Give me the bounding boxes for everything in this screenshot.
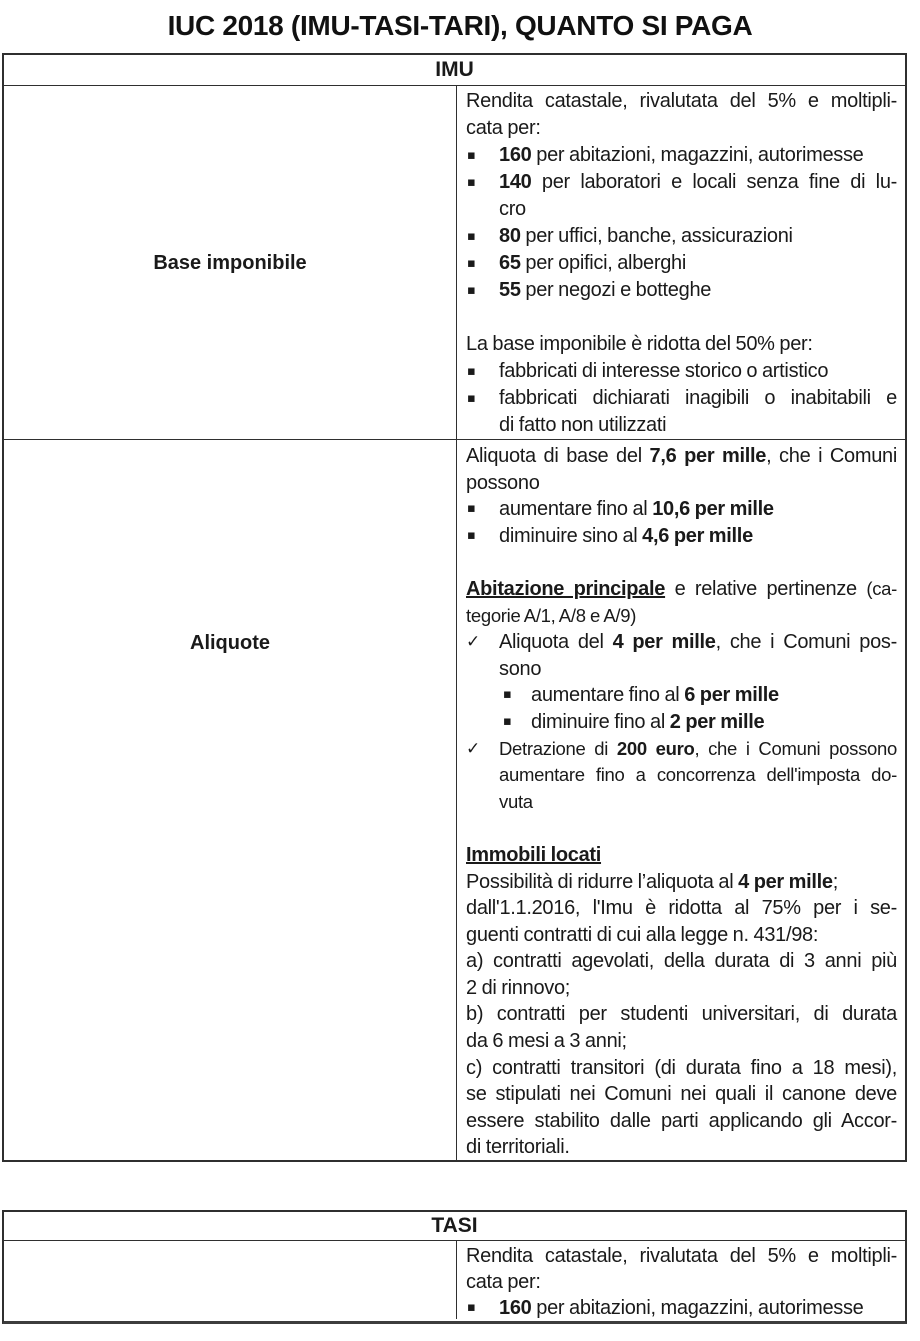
text-segment: per negozi e botteghe bbox=[520, 279, 712, 301]
text-segment: diminuire fino al bbox=[531, 710, 670, 733]
text-segment: vuta bbox=[499, 790, 533, 812]
square-bullet-icon: ▪ bbox=[467, 1300, 476, 1315]
check-icon: ✓ bbox=[466, 738, 481, 759]
row-label: Aliquote bbox=[190, 632, 270, 654]
text-line bbox=[466, 948, 897, 975]
text-segment: 6 per mille bbox=[684, 684, 779, 707]
text-line bbox=[466, 1295, 897, 1319]
text-segment: b) contratti per studenti universitari, di durata bbox=[466, 1003, 897, 1026]
text-segment: da 6 mesi a 3 anni; bbox=[466, 1030, 627, 1053]
text-segment: per laboratori e locali senza fine di lu- bbox=[531, 171, 897, 193]
text-segment: Possibilità di ridurre l’aliquota al bbox=[466, 870, 739, 893]
text-segment: per uffici, banche, assicurazioni bbox=[520, 225, 793, 247]
text-line bbox=[466, 115, 897, 142]
table-row bbox=[4, 1241, 905, 1319]
text-segment: 55 bbox=[499, 279, 521, 301]
text-segment: 65 bbox=[499, 252, 521, 274]
text-line bbox=[466, 277, 897, 304]
text-segment: 4 per mille bbox=[612, 631, 716, 654]
blank-line bbox=[466, 815, 897, 842]
text-segment: se stipulati nei Comuni nei quali il canone deve bbox=[466, 1083, 897, 1106]
text-segment: 160 bbox=[499, 144, 532, 166]
text-segment: ; bbox=[832, 870, 839, 893]
text-segment: tegorie A/1, A/8 e A/9) bbox=[466, 604, 637, 626]
square-bullet-icon: ▪ bbox=[467, 175, 476, 190]
text-segment: 4 per mille bbox=[738, 870, 833, 893]
text-line bbox=[466, 736, 897, 763]
text-segment: (ca- bbox=[866, 577, 897, 599]
blank-line bbox=[466, 549, 897, 576]
text-line bbox=[466, 842, 897, 869]
text-line bbox=[466, 1108, 897, 1135]
text-segment: 10,6 per mille bbox=[652, 498, 774, 521]
text-segment: aumentare fino al bbox=[499, 498, 653, 521]
text-segment: Immobili locati bbox=[466, 843, 602, 866]
square-bullet-icon: ▪ bbox=[467, 527, 476, 543]
text-line bbox=[466, 1028, 897, 1055]
text-line bbox=[466, 629, 897, 656]
table-row bbox=[4, 86, 905, 439]
text-line bbox=[466, 88, 897, 115]
text-segment: essere stabilito dalle parti applicando gli Accor- bbox=[466, 1109, 897, 1132]
text-line bbox=[466, 358, 897, 385]
row-content bbox=[456, 440, 905, 1160]
row-content bbox=[456, 1241, 905, 1319]
text-segment: per abitazioni, magazzini, autorimesse bbox=[531, 144, 864, 166]
text-line bbox=[466, 1269, 897, 1295]
text-line bbox=[466, 443, 897, 470]
tasi-table bbox=[2, 1210, 907, 1324]
blank-line bbox=[466, 304, 897, 331]
text-segment: possono bbox=[466, 471, 540, 494]
text-segment: a) contratti agevolati, della durata di 3 anni più bbox=[466, 950, 897, 973]
text-segment: aumentare fino al bbox=[531, 684, 685, 707]
text-line bbox=[466, 975, 897, 1002]
text-line bbox=[466, 656, 897, 683]
row-label bbox=[4, 1241, 456, 1319]
text-segment: fabbricati dichiarati inagibili o inabitabili e bbox=[499, 387, 897, 409]
text-segment: 4,6 per mille bbox=[642, 524, 753, 547]
text-segment: Detrazione di bbox=[499, 737, 617, 759]
square-bullet-icon: ▪ bbox=[503, 687, 512, 703]
text-segment: c) contratti transitori (di durata fino a 18 mesi), bbox=[466, 1056, 897, 1079]
text-line bbox=[466, 603, 897, 630]
text-segment: La base imponibile è ridotta del 50% per: bbox=[466, 333, 813, 355]
tables-container bbox=[0, 53, 920, 1324]
text-segment: sono bbox=[499, 657, 542, 680]
text-line bbox=[466, 331, 897, 358]
text-segment: Rendita catastale, rivalutata del 5% e moltipli- bbox=[466, 1245, 897, 1267]
imu-table bbox=[2, 53, 907, 1162]
text-line bbox=[466, 1243, 897, 1269]
text-segment: 2 di rinnovo; bbox=[466, 976, 571, 999]
text-segment: per abitazioni, magazzini, autorimesse bbox=[531, 1297, 864, 1319]
square-bullet-icon: ▪ bbox=[467, 256, 476, 271]
text-segment: , che i Comuni pos- bbox=[715, 631, 897, 654]
square-bullet-icon: ▪ bbox=[467, 229, 476, 244]
text-segment: 7,6 per mille bbox=[649, 445, 767, 467]
text-segment: diminuire sino al bbox=[499, 524, 643, 547]
page-title: IUC 2018 (IMU-TASI-TARI), QUANTO SI PAGA bbox=[167, 10, 753, 41]
text-segment: cata per: bbox=[466, 1271, 541, 1293]
table-header: TASI bbox=[4, 1212, 905, 1241]
text-segment: Abitazione principale bbox=[466, 577, 666, 600]
text-segment: Rendita catastale, rivalutata del 5% e moltipli- bbox=[466, 90, 897, 112]
text-line bbox=[466, 169, 897, 196]
text-line bbox=[466, 922, 897, 949]
text-line bbox=[466, 709, 897, 736]
text-segment: guenti contratti di cui alla legge n. 431/98: bbox=[466, 923, 819, 946]
square-bullet-icon: ▪ bbox=[467, 364, 476, 379]
text-segment: 80 bbox=[499, 225, 521, 247]
square-bullet-icon: ▪ bbox=[467, 391, 476, 406]
text-line bbox=[466, 789, 897, 816]
table-header: IMU bbox=[4, 55, 905, 86]
square-bullet-icon: ▪ bbox=[467, 501, 476, 517]
text-segment: di territoriali. bbox=[466, 1136, 570, 1159]
text-line bbox=[466, 1055, 897, 1082]
row-label: Base imponibile bbox=[153, 252, 307, 274]
text-line bbox=[466, 142, 897, 169]
text-segment: , che i Comuni bbox=[766, 445, 898, 467]
text-line bbox=[466, 223, 897, 250]
text-segment: per opifici, alberghi bbox=[520, 252, 686, 274]
text-line bbox=[466, 496, 897, 523]
text-line bbox=[466, 523, 897, 550]
text-segment: Aliquota del bbox=[499, 631, 613, 654]
text-segment: 200 euro bbox=[616, 737, 695, 759]
text-line bbox=[466, 250, 897, 277]
text-line bbox=[466, 470, 897, 497]
text-segment: cata per: bbox=[466, 117, 541, 139]
text-line bbox=[466, 869, 897, 896]
text-segment: e relative pertinenze bbox=[665, 577, 867, 600]
text-segment: , che i Comuni possono bbox=[694, 737, 897, 759]
square-bullet-icon: ▪ bbox=[467, 148, 476, 163]
text-segment: Aliquota di base del bbox=[466, 445, 650, 467]
square-bullet-icon: ▪ bbox=[467, 283, 476, 298]
text-line bbox=[466, 412, 897, 439]
text-segment: 2 per mille bbox=[669, 710, 765, 733]
text-line bbox=[466, 895, 897, 922]
text-segment: cro bbox=[499, 198, 526, 220]
text-line bbox=[466, 196, 897, 223]
square-bullet-icon: ▪ bbox=[503, 713, 512, 729]
text-segment: aumentare fino a concorrenza dell'imposta do- bbox=[499, 764, 897, 786]
text-segment: fabbricati di interesse storico o artistico bbox=[499, 360, 829, 382]
text-line bbox=[466, 762, 897, 789]
row-content bbox=[456, 86, 905, 439]
text-segment: dall'1.1.2016, l'Imu è ridotta al 75% per i se- bbox=[466, 897, 897, 920]
text-segment: 140 bbox=[499, 171, 532, 193]
text-segment: di fatto non utilizzati bbox=[499, 414, 667, 436]
text-segment: 160 bbox=[499, 1297, 532, 1319]
text-line bbox=[466, 576, 897, 603]
text-line bbox=[466, 1001, 897, 1028]
text-line bbox=[466, 682, 897, 709]
table-row bbox=[4, 439, 905, 1160]
text-line bbox=[466, 385, 897, 412]
text-line bbox=[466, 1134, 897, 1160]
check-icon: ✓ bbox=[466, 632, 481, 653]
text-line bbox=[466, 1081, 897, 1108]
